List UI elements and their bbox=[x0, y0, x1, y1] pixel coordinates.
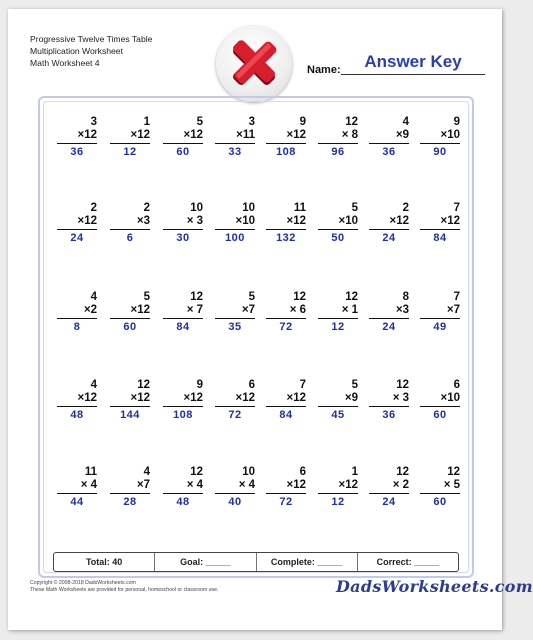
problem-item bbox=[163, 466, 203, 509]
multiplicand: 3 bbox=[90, 116, 97, 128]
multiplicand: 9 bbox=[299, 116, 306, 128]
answer-rule bbox=[318, 318, 358, 319]
problem-item bbox=[163, 116, 203, 159]
answer-value: 100 bbox=[225, 232, 245, 244]
multiplier: × 2 bbox=[392, 479, 409, 491]
answer-value: 72 bbox=[228, 409, 242, 421]
answer-rule bbox=[266, 143, 306, 144]
answer-rule bbox=[420, 406, 460, 407]
problem-item bbox=[420, 379, 460, 422]
answer-rule bbox=[369, 493, 409, 494]
multiplier: × 7 bbox=[186, 304, 203, 316]
answer-value: 24 bbox=[70, 232, 84, 244]
multiplier: × 8 bbox=[341, 129, 358, 141]
multiplier: ×2 bbox=[83, 304, 97, 316]
answer-value: 40 bbox=[228, 496, 242, 508]
answer-value: 36 bbox=[382, 409, 396, 421]
multiplicand: 5 bbox=[143, 291, 150, 303]
answer-rule bbox=[266, 229, 306, 230]
multiplier: ×12 bbox=[440, 215, 460, 227]
problem-item bbox=[215, 202, 255, 245]
multiplicand: 5 bbox=[196, 116, 203, 128]
answer-rule bbox=[369, 318, 409, 319]
score-footer bbox=[53, 552, 459, 572]
problem-item bbox=[110, 291, 150, 334]
problem-item bbox=[266, 291, 306, 334]
multiplier: ×12 bbox=[130, 129, 150, 141]
multiplicand: 3 bbox=[248, 116, 255, 128]
problem-item bbox=[369, 379, 409, 422]
problem-item bbox=[420, 116, 460, 159]
answer-rule bbox=[163, 493, 203, 494]
answer-value: 90 bbox=[433, 146, 447, 158]
problem-item bbox=[318, 116, 358, 159]
answer-value: 24 bbox=[382, 321, 396, 333]
answer-rule bbox=[110, 406, 150, 407]
multiplier: ×12 bbox=[77, 392, 97, 404]
problem-item bbox=[420, 466, 460, 509]
multiplicand: 7 bbox=[453, 291, 460, 303]
problem-item bbox=[369, 291, 409, 334]
multiplier: ×10 bbox=[338, 215, 358, 227]
multiplier: ×12 bbox=[183, 392, 203, 404]
problem-item bbox=[318, 466, 358, 509]
answer-value: 24 bbox=[382, 496, 396, 508]
multiplicand: 12 bbox=[345, 291, 358, 303]
multiplier: ×12 bbox=[130, 304, 150, 316]
problem-item bbox=[266, 379, 306, 422]
answer-value: 108 bbox=[173, 409, 193, 421]
answer-value: 35 bbox=[228, 321, 242, 333]
multiplicand: 7 bbox=[453, 202, 460, 214]
answer-value: 49 bbox=[433, 321, 447, 333]
answer-rule bbox=[110, 143, 150, 144]
answer-rule bbox=[163, 229, 203, 230]
answer-value: 48 bbox=[70, 409, 84, 421]
multiplicand: 4 bbox=[143, 466, 150, 478]
multiplicand: 6 bbox=[248, 379, 255, 391]
problem-item bbox=[215, 291, 255, 334]
multiplicand: 10 bbox=[242, 466, 255, 478]
multiplicand: 5 bbox=[351, 379, 358, 391]
red-x-icon bbox=[216, 26, 292, 102]
answer-rule bbox=[420, 493, 460, 494]
multiplier: ×7 bbox=[241, 304, 255, 316]
multiplier: × 1 bbox=[341, 304, 358, 316]
multiplicand: 6 bbox=[453, 379, 460, 391]
multiplicand: 12 bbox=[396, 379, 409, 391]
problem-item bbox=[57, 466, 97, 509]
answer-value: 45 bbox=[331, 409, 345, 421]
problem-item bbox=[57, 291, 97, 334]
answer-rule bbox=[57, 229, 97, 230]
problem-item bbox=[110, 379, 150, 422]
answer-rule bbox=[110, 318, 150, 319]
multiplicand: 4 bbox=[90, 291, 97, 303]
problem-item bbox=[215, 379, 255, 422]
multiplier: × 3 bbox=[186, 215, 203, 227]
multiplier: ×9 bbox=[395, 129, 409, 141]
multiplicand: 12 bbox=[447, 466, 460, 478]
answer-value: 36 bbox=[382, 146, 396, 158]
answer-rule bbox=[369, 406, 409, 407]
answer-value: 60 bbox=[433, 496, 447, 508]
worksheet-number: Math Worksheet 4 bbox=[30, 58, 100, 68]
multiplier: ×12 bbox=[77, 215, 97, 227]
multiplier: ×10 bbox=[440, 392, 460, 404]
answer-rule bbox=[318, 143, 358, 144]
multiplicand: 6 bbox=[299, 466, 306, 478]
multiplier: × 4 bbox=[238, 479, 255, 491]
multiplier: ×11 bbox=[236, 129, 255, 141]
multiplicand: 5 bbox=[351, 202, 358, 214]
answer-rule bbox=[215, 143, 255, 144]
answer-value: 12 bbox=[123, 146, 137, 158]
answer-rule bbox=[318, 406, 358, 407]
answer-value: 108 bbox=[276, 146, 296, 158]
answer-value: 12 bbox=[331, 496, 345, 508]
multiplicand: 4 bbox=[402, 116, 409, 128]
multiplicand: 2 bbox=[90, 202, 97, 214]
answer-rule bbox=[110, 493, 150, 494]
problem-item bbox=[57, 379, 97, 422]
multiplicand: 1 bbox=[351, 466, 358, 478]
problem-item bbox=[369, 466, 409, 509]
answer-rule bbox=[266, 493, 306, 494]
multiplicand: 4 bbox=[90, 379, 97, 391]
answer-rule bbox=[215, 318, 255, 319]
answer-value: 30 bbox=[176, 232, 190, 244]
problem-item bbox=[57, 202, 97, 245]
multiplicand: 12 bbox=[137, 379, 150, 391]
problem-item bbox=[163, 291, 203, 334]
multiplier: ×12 bbox=[77, 129, 97, 141]
multiplier: ×12 bbox=[286, 129, 306, 141]
answer-rule bbox=[57, 406, 97, 407]
answer-rule bbox=[266, 318, 306, 319]
problem-item bbox=[110, 202, 150, 245]
answer-rule bbox=[163, 318, 203, 319]
multiplicand: 11 bbox=[293, 202, 306, 214]
brand-logo: DadsWorksheets.com bbox=[336, 577, 533, 596]
answer-value: 50 bbox=[331, 232, 345, 244]
multiplier: ×12 bbox=[286, 215, 306, 227]
problem-item bbox=[369, 202, 409, 245]
usage-line: These Math Worksheets are provided for personal, homeschool or classroom use. bbox=[30, 587, 219, 593]
name-underline bbox=[341, 74, 485, 75]
problem-item bbox=[266, 202, 306, 245]
multiplicand: 10 bbox=[242, 202, 255, 214]
multiplicand: 11 bbox=[84, 466, 97, 478]
problem-item bbox=[369, 116, 409, 159]
answer-rule bbox=[215, 406, 255, 407]
problem-item bbox=[215, 466, 255, 509]
answer-value: 72 bbox=[279, 496, 293, 508]
goal-label: Goal: _____ bbox=[154, 553, 255, 571]
answer-rule bbox=[57, 318, 97, 319]
multiplicand: 5 bbox=[248, 291, 255, 303]
multiplier: ×12 bbox=[183, 129, 203, 141]
problem-item bbox=[318, 379, 358, 422]
problem-item bbox=[266, 466, 306, 509]
problem-item bbox=[420, 291, 460, 334]
answer-rule bbox=[163, 143, 203, 144]
answer-key-label: Answer Key bbox=[364, 52, 462, 71]
problem-item bbox=[318, 202, 358, 245]
multiplicand: 7 bbox=[299, 379, 306, 391]
multiplicand: 10 bbox=[190, 202, 203, 214]
answer-value: 28 bbox=[123, 496, 137, 508]
answer-rule bbox=[318, 493, 358, 494]
answer-value: 132 bbox=[276, 232, 296, 244]
answer-rule bbox=[420, 229, 460, 230]
multiplier: ×7 bbox=[446, 304, 460, 316]
answer-rule bbox=[420, 143, 460, 144]
multiplicand: 12 bbox=[190, 291, 203, 303]
answer-rule bbox=[318, 229, 358, 230]
problem-item bbox=[163, 202, 203, 245]
answer-value: 60 bbox=[123, 321, 137, 333]
multiplier: ×3 bbox=[136, 215, 150, 227]
multiplier: ×12 bbox=[286, 479, 306, 491]
answer-value: 48 bbox=[176, 496, 190, 508]
multiplicand: 1 bbox=[143, 116, 150, 128]
answer-value: 72 bbox=[279, 321, 293, 333]
answer-rule bbox=[57, 143, 97, 144]
multiplier: ×12 bbox=[389, 215, 409, 227]
name-field bbox=[307, 52, 485, 76]
answer-value: 144 bbox=[120, 409, 140, 421]
multiplier: ×7 bbox=[136, 479, 150, 491]
answer-value: 33 bbox=[228, 146, 242, 158]
name-label: Name: bbox=[307, 64, 341, 76]
answer-rule bbox=[420, 318, 460, 319]
total-label: Total: 40 bbox=[85, 557, 123, 567]
multiplier: × 4 bbox=[80, 479, 97, 491]
worksheet-header bbox=[30, 33, 152, 69]
answer-value: 60 bbox=[433, 409, 447, 421]
answer-value: 36 bbox=[70, 146, 84, 158]
multiplier: ×12 bbox=[286, 392, 306, 404]
multiplier: ×3 bbox=[395, 304, 409, 316]
answer-rule bbox=[57, 493, 97, 494]
answer-value: 44 bbox=[70, 496, 84, 508]
multiplier: ×9 bbox=[344, 392, 358, 404]
problem-item bbox=[57, 116, 97, 159]
multiplicand: 9 bbox=[196, 379, 203, 391]
problem-item bbox=[420, 202, 460, 245]
answer-value: 6 bbox=[126, 232, 134, 244]
multiplicand: 9 bbox=[453, 116, 460, 128]
answer-value: 84 bbox=[279, 409, 293, 421]
answer-rule bbox=[266, 406, 306, 407]
multiplicand: 12 bbox=[293, 291, 306, 303]
answer-rule bbox=[369, 143, 409, 144]
copyright-line: Copyright © 2008-2018 DadsWorksheets.com bbox=[30, 580, 136, 586]
multiplicand: 12 bbox=[345, 116, 358, 128]
multiplier: × 3 bbox=[392, 392, 409, 404]
problem-item bbox=[163, 379, 203, 422]
multiplier: ×10 bbox=[440, 129, 460, 141]
answer-rule bbox=[215, 229, 255, 230]
multiplier: × 4 bbox=[186, 479, 203, 491]
multiplicand: 2 bbox=[143, 202, 150, 214]
answer-rule bbox=[163, 406, 203, 407]
answer-rule bbox=[110, 229, 150, 230]
multiplier: ×12 bbox=[338, 479, 358, 491]
answer-value: 96 bbox=[331, 146, 345, 158]
answer-value: 8 bbox=[73, 321, 81, 333]
copyright-notice bbox=[30, 580, 218, 594]
multiplicand: 12 bbox=[190, 466, 203, 478]
worksheet-title: Progressive Twelve Times Table bbox=[30, 34, 153, 44]
answer-value: 24 bbox=[382, 232, 396, 244]
multiplier: × 6 bbox=[289, 304, 306, 316]
answer-rule bbox=[215, 493, 255, 494]
complete-label: Complete: _____ bbox=[256, 553, 357, 571]
problem-item bbox=[318, 291, 358, 334]
problem-item bbox=[215, 116, 255, 159]
correct-label: Correct: _____ bbox=[357, 553, 458, 571]
answer-value: 12 bbox=[331, 321, 345, 333]
multiplicand: 12 bbox=[396, 466, 409, 478]
answer-value: 84 bbox=[176, 321, 190, 333]
problem-item bbox=[110, 466, 150, 509]
multiplicand: 8 bbox=[402, 291, 409, 303]
answer-value: 84 bbox=[433, 232, 447, 244]
multiplicand: 2 bbox=[402, 202, 409, 214]
answer-rule bbox=[369, 229, 409, 230]
multiplier: ×10 bbox=[235, 215, 255, 227]
worksheet-subtitle: Multiplication Worksheet bbox=[30, 46, 123, 56]
multiplier: × 5 bbox=[443, 479, 460, 491]
multiplier: ×12 bbox=[130, 392, 150, 404]
multiplier: ×12 bbox=[235, 392, 255, 404]
problem-item bbox=[110, 116, 150, 159]
answer-value: 60 bbox=[176, 146, 190, 158]
problem-item bbox=[266, 116, 306, 159]
